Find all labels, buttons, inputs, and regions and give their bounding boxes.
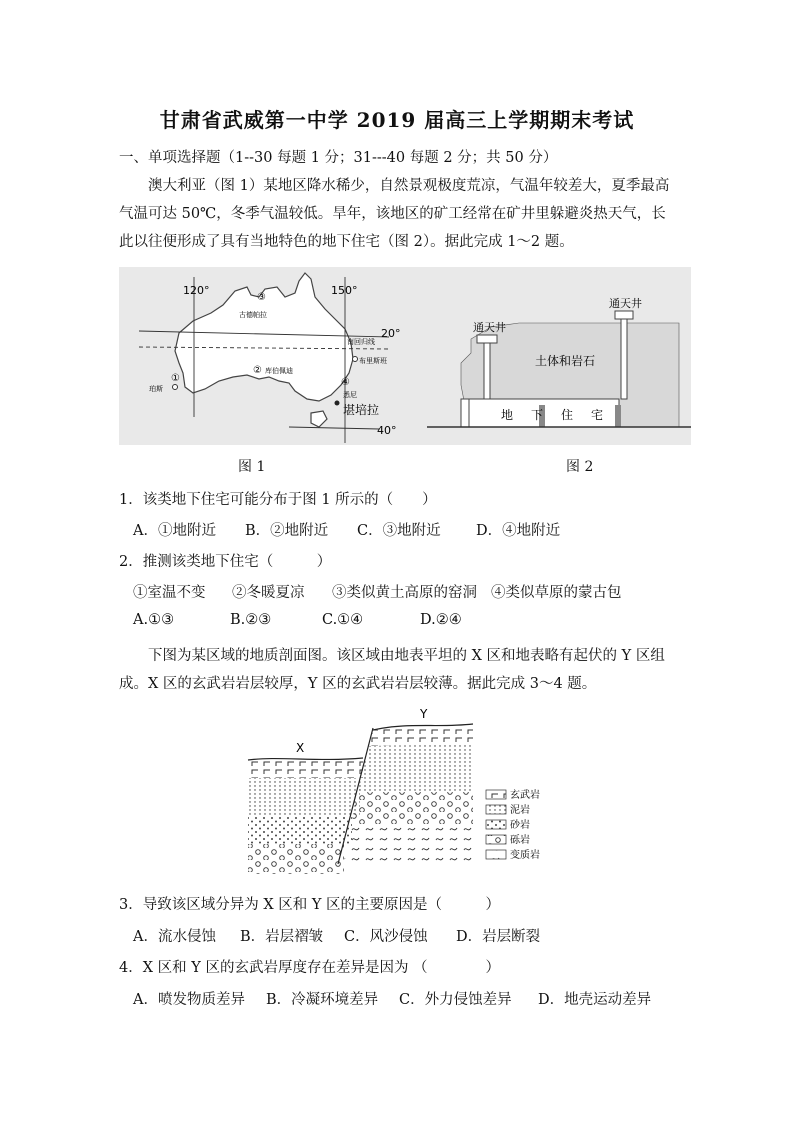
passage-2: 下图为某区域的地质剖面图。该区域由地表平坦的 X 区和地表略有起伏的 Y 区组成。X 区的玄武岩岩层较厚，Y 区的玄武岩岩层较薄。据此完成 3～4 题。 [119, 648, 665, 692]
tropic-label: 南回归线 [347, 338, 375, 346]
city-sydney: 悉尼 [343, 391, 357, 399]
q2-option-d[interactable]: D.②④ [420, 612, 462, 628]
y-metamorphic [344, 824, 473, 862]
lat-20-label: 20° [381, 327, 401, 340]
figure-1-caption: 图 1 [238, 459, 266, 475]
shaft-left [484, 341, 490, 399]
y-conglomerate [351, 792, 473, 824]
mark-1: ① [171, 373, 180, 384]
q2-item-3: ③类似黄土高原的窑洞 [332, 585, 477, 601]
mark-3: ③ [257, 292, 266, 303]
block-y [344, 724, 473, 862]
shaft-right-label: 通天井 [609, 297, 642, 310]
q2-option-a[interactable]: A.①③ [133, 612, 175, 628]
label-x: X [296, 741, 305, 755]
x-mudstone [248, 778, 360, 816]
q2-option-c[interactable]: C.①④ [322, 612, 364, 628]
house-char-2: 下 [531, 408, 544, 422]
mark-4: ④ [341, 377, 350, 388]
y-basalt [368, 726, 473, 746]
x-sandstone [248, 816, 352, 844]
mark-2: ② [253, 365, 262, 376]
geological-section-figure [238, 704, 558, 876]
legend-metamorphic: 变质岩 [510, 850, 540, 861]
legend-sandstone: 砂岩 [510, 820, 530, 831]
q2-item-4: ④类似草原的蒙古包 [491, 585, 622, 601]
q3-option-c[interactable]: C．风沙侵蚀 [344, 929, 428, 945]
canberra-dot [335, 401, 340, 406]
q1-option-b[interactable]: B．②地附近 [245, 523, 329, 539]
legend-sandstone-swatch [486, 820, 506, 829]
q1-option-d[interactable]: D．④地附近 [476, 523, 561, 539]
legend-conglomerate-swatch [486, 835, 506, 844]
q4-option-a[interactable]: A．喷发物质差异 [133, 992, 245, 1008]
soil-label: 土体和岩石 [535, 354, 596, 368]
city-brisbane: 布里斯班 [359, 357, 387, 365]
lat-40-label: 40° [377, 424, 397, 437]
house-pillar-2 [615, 405, 621, 427]
q1-option-a[interactable]: A．①地附近 [133, 523, 216, 539]
figure-svg [119, 267, 691, 445]
page-title: 甘肃省武威第一中学 2019 届高三上学期期末考试 [159, 108, 635, 132]
legend [486, 788, 540, 861]
city-kubopeidi: 库伯佩迪 [265, 367, 293, 375]
passage-1: 澳大利亚（图 1）某地区降水稀少，自然景观极度荒凉，气温年较差大，夏季最高气温可达 50℃，冬季气温较低。旱年，该地区的矿工经常在矿井里躲避炎热天气，长此以往便形成了具有当地特色的地下住宅（图 2）。据此完成 1～2 题。 [119, 178, 670, 250]
city-canberra: 堪培拉 [343, 403, 380, 417]
q4-option-d[interactable]: D．地壳运动差异 [538, 992, 652, 1008]
city-gudepala: 古德帕拉 [239, 311, 267, 319]
legend-metamorphic-swatch [486, 850, 506, 859]
q2-option-b[interactable]: B.②③ [230, 612, 272, 628]
legend-basalt-swatch [486, 790, 506, 799]
geological-section-svg [238, 704, 558, 876]
section-heading: 一、单项选择题（1--30 每题 1 分；31---40 每题 2 分；共 50 分） [119, 150, 558, 166]
lon-150-label: 150° [331, 284, 358, 297]
q1-option-c[interactable]: C．③地附近 [357, 523, 441, 539]
brisbane-dot [353, 357, 358, 362]
q3-option-a[interactable]: A．流水侵蚀 [133, 929, 216, 945]
shaft-left-cap [477, 335, 497, 343]
legend-conglomerate: 砾岩 [510, 835, 530, 846]
q3-option-d[interactable]: D．岩层断裂 [456, 929, 541, 945]
figure-1-and-2 [119, 267, 691, 445]
shaft-left-label: 通天井 [473, 321, 506, 334]
shaft-right [621, 319, 627, 399]
figure-2-caption: 图 2 [566, 459, 594, 475]
perth-dot [173, 385, 178, 390]
q2-item-2: ②冬暖夏凉 [232, 585, 305, 601]
shaft-right-cap [615, 311, 633, 319]
x-conglomerate [248, 844, 344, 874]
legend-mudstone-swatch [486, 805, 506, 814]
x-surface [248, 758, 363, 760]
x-basalt [248, 760, 363, 778]
house-char-3: 住 [561, 408, 574, 422]
q2-stem: 2．推测该类地下住宅（ ） [119, 554, 332, 570]
label-y: Y [420, 707, 428, 721]
q4-option-b[interactable]: B．冷凝环境差异 [266, 992, 379, 1008]
q2-item-1: ①室温不变 [133, 585, 206, 601]
q4-stem: 4．X 区和 Y 区的玄武岩厚度存在差异是因为 （ ） [119, 960, 501, 976]
lon-120-label: 120° [183, 284, 210, 297]
house-char-4: 宅 [591, 408, 604, 422]
q3-option-b[interactable]: B．岩层褶皱 [240, 929, 324, 945]
legend-mudstone: 泥岩 [510, 805, 530, 816]
q3-stem: 3．导致该区域分异为 X 区和 Y 区的主要原因是（ ） [119, 897, 501, 913]
city-perth: 珀斯 [149, 385, 163, 393]
y-mudstone [358, 744, 473, 792]
q1-stem: 1．该类地下住宅可能分布于图 1 所示的（ ） [119, 492, 437, 508]
house-char-1: 地 [501, 408, 514, 422]
legend-basalt: 玄武岩 [510, 790, 540, 801]
q4-option-c[interactable]: C．外力侵蚀差异 [399, 992, 512, 1008]
house-wall-left [461, 399, 469, 427]
